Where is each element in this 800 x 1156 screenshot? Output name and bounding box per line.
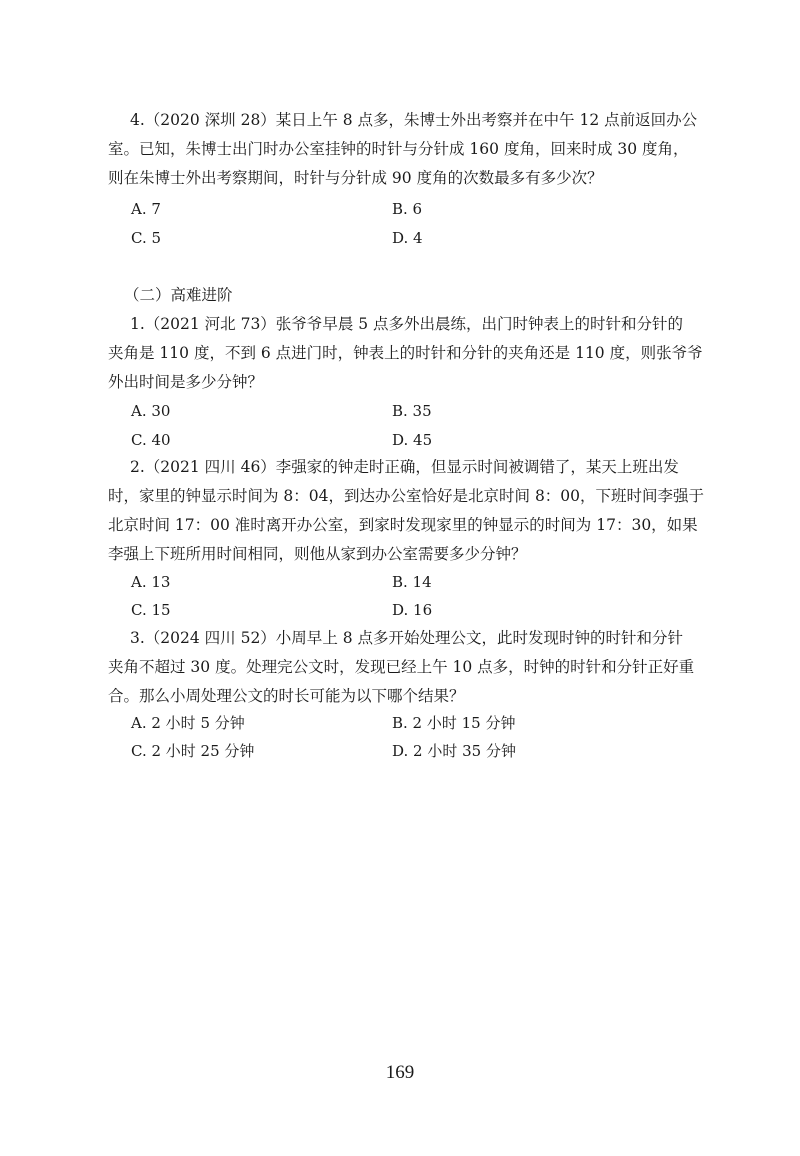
q4-line-1: 4.（2020 深圳 28）某日上午 8 点多，朱博士外出考察并在中午 12 点前返回办公 [130,111,698,129]
q1-option-d: D. 45 [392,431,433,449]
q2-option-b: B. 14 [392,573,432,591]
q1-option-b: B. 35 [392,402,432,420]
q1-line-2: 夹角是 110 度，不到 6 点进门时，钟表上的时针和分针的夹角还是 110 度，则张爷爷 [108,344,703,362]
q3-line-3: 合。那么小周处理公文的时长可能为以下哪个结果？ [108,687,465,705]
q2-line-1: 2.（2021 四川 46）李强家的钟走时正确，但显示时间被调错了，某天上班出发 [130,458,679,476]
q3-line-1: 3.（2024 四川 52）小周早上 8 点多开始处理公文，此时发现时钟的时针和分针 [130,629,684,647]
q4-option-b: B. 6 [392,200,423,218]
q3-line-2: 夹角不超过 30 度。处理完公文时，发现已经上午 10 点多，时钟的时针和分针正好重 [108,658,695,676]
q2-line-2: 时，家里的钟显示时间为 8：04，到达办公室恰好是北京时间 8：00，下班时间李强于 [108,487,705,505]
q2-line-4: 李强上下班所用时间相同，则他从家到办公室需要多少分钟？ [108,545,527,563]
q4-line-2: 室。已知，朱博士出门时办公室挂钟的时针与分针成 160 度角，回来时成 30 度角， [108,140,689,158]
q1-line-1: 1.（2021 河北 73）张爷爷早晨 5 点多外出晨练，出门时钟表上的时针和分针的 [130,315,684,333]
page-number: 169 [385,1062,415,1083]
q1-option-a: A. 30 [131,402,171,420]
q4-option-d: D. 4 [392,229,423,247]
q3-option-d: D. 2 小时 35 分钟 [392,742,516,760]
q4-line-3: 则在朱博士外出考察期间，时针与分针成 90 度角的次数最多有多少次？ [108,169,603,187]
q2-option-a: A. 13 [131,573,171,591]
section-heading: （二）高难进阶 [124,286,233,304]
q1-line-3: 外出时间是多少分钟？ [108,373,264,391]
q2-option-c: C. 15 [131,601,171,619]
q2-line-3: 北京时间 17：00 准时离开办公室，到家时发现家里的钟显示的时间为 17：30，如果 [108,516,698,534]
q3-option-a: A. 2 小时 5 分钟 [131,714,245,732]
q4-option-a: A. 7 [131,200,161,218]
q4-option-c: C. 5 [131,229,162,247]
q1-option-c: C. 40 [131,431,171,449]
q3-option-b: B. 2 小时 15 分钟 [392,714,516,732]
q2-option-d: D. 16 [392,601,433,619]
q3-option-c: C. 2 小时 25 分钟 [131,742,255,760]
